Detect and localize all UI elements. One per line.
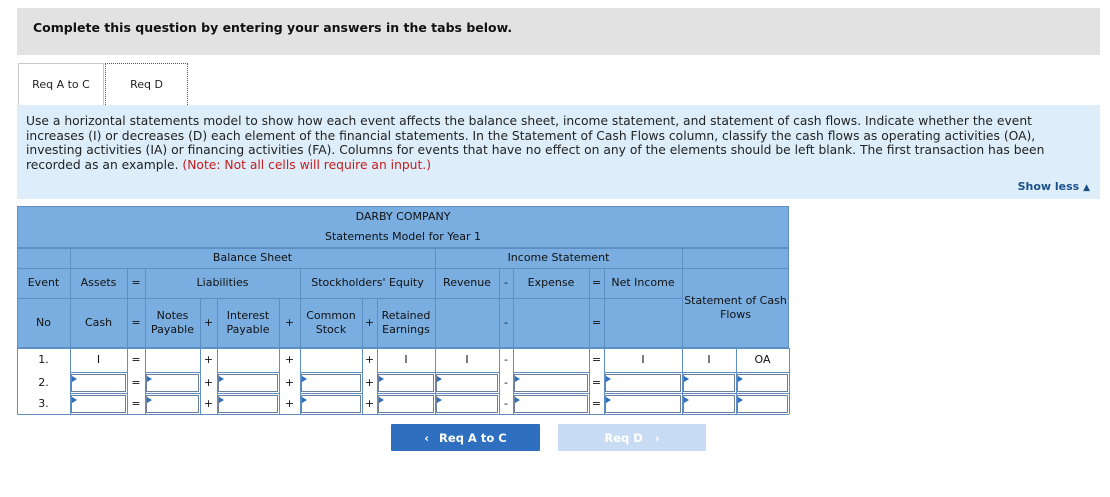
- grid-line: [217, 348, 218, 414]
- grid-line: [362, 348, 363, 414]
- plus-sign: +: [362, 348, 377, 372]
- retained-earnings-label: Retained Earnings: [381, 309, 431, 336]
- retained-input[interactable]: [378, 374, 434, 392]
- retained-cell: I: [377, 348, 435, 372]
- scf-cell: I: [682, 348, 736, 372]
- eq-sign: =: [127, 372, 145, 393]
- event-label: Event: [27, 276, 60, 289]
- statements-model: [17, 206, 789, 248]
- grid-line: [513, 348, 514, 414]
- revenue-cell: I: [435, 348, 499, 372]
- grid-line: [435, 268, 436, 348]
- cash-cell: I: [70, 348, 127, 372]
- net-income-input[interactable]: [605, 395, 681, 413]
- common-input[interactable]: [301, 395, 361, 413]
- grid-line: [127, 348, 128, 414]
- prev-button[interactable]: [391, 424, 540, 451]
- grid-line: [499, 268, 500, 348]
- cash-label: Cash: [84, 316, 113, 329]
- common-stock-label: Common Stock: [306, 309, 356, 336]
- instructions-note: (Note: Not all cells will require an input.): [182, 157, 432, 172]
- plus-sign: +: [200, 372, 217, 393]
- model-header: [17, 206, 789, 248]
- common-input[interactable]: [301, 374, 361, 392]
- plus-sign: +: [200, 393, 217, 414]
- expense-cell: [513, 348, 589, 372]
- equals-label: =: [591, 276, 602, 289]
- notes-payable-label: Notes Payable: [151, 309, 194, 336]
- minus-sign: -: [499, 348, 513, 372]
- notes-cell: [145, 348, 200, 372]
- grid-line: [435, 248, 436, 268]
- stockholders-equity-label: Stockholders' Equity: [311, 276, 424, 289]
- grid-line: [736, 348, 737, 414]
- next-button[interactable]: [558, 424, 706, 451]
- notes-input[interactable]: [146, 395, 199, 413]
- grid-line: [377, 298, 378, 348]
- grid-line: [604, 348, 605, 414]
- triangle-up-icon: ▲: [1083, 183, 1090, 193]
- eq-sign: =: [127, 393, 145, 414]
- plus-label: +: [203, 316, 214, 329]
- equals-label: =: [591, 316, 602, 329]
- scf-class-input[interactable]: [737, 374, 788, 392]
- instructions-banner: Complete this question by entering your answers in the tabs below.: [17, 8, 1100, 55]
- cash-input[interactable]: [71, 395, 126, 413]
- grid-line: [377, 348, 378, 414]
- show-less-toggle[interactable]: [1018, 180, 1090, 196]
- event-number: 2.: [17, 372, 70, 393]
- grid-line: [279, 298, 280, 348]
- grid-line: [70, 348, 71, 414]
- revenue-input[interactable]: [436, 374, 498, 392]
- plus-sign: +: [362, 393, 377, 414]
- minus-label: -: [504, 316, 508, 329]
- grid-line: [682, 248, 683, 268]
- eq-sign: =: [127, 348, 145, 372]
- scf-class-input[interactable]: [737, 395, 788, 413]
- grid-line: [300, 348, 301, 414]
- instructions-text: Use a horizontal statements model to show how each event affects the balance sheet, income statement, and statement of cash flows. Indicate whether the event increases (I) or decreases (D) each element of the financial statements. In the Statement of Cash Flows column, classify the cash flows as operating activities (OA), investing activities (IA) or financing activities (FA). Columns for events that have no effect on any of the elements should be left blank. The first transaction has been recorded as an example.: [26, 114, 1045, 172]
- grid-line: [200, 348, 201, 414]
- grid-line: [217, 298, 218, 348]
- grid-line: [17, 348, 789, 349]
- minus-sign: -: [499, 393, 513, 414]
- retained-input[interactable]: [378, 395, 434, 413]
- grid-line: [604, 268, 605, 348]
- grid-line: [279, 348, 280, 414]
- event-number: 1.: [17, 348, 70, 372]
- interest-payable-label: Interest Payable: [226, 309, 270, 336]
- assets-label: Assets: [80, 276, 117, 289]
- expense-input[interactable]: [514, 395, 588, 413]
- tab-req-d[interactable]: Req D: [105, 63, 188, 105]
- grid-line: [200, 298, 201, 348]
- net-income-cell: I: [604, 348, 682, 372]
- revenue-label: Revenue: [443, 276, 491, 289]
- statement-of-cash-flows-label: Statement of Cash Flows: [684, 294, 787, 321]
- cash-input[interactable]: [71, 374, 126, 392]
- grid-line: [70, 268, 71, 348]
- expense-input[interactable]: [514, 374, 588, 392]
- company-name: DARBY COMPANY: [355, 210, 451, 223]
- grid-line: [362, 298, 363, 348]
- income-statement-heading: Income Statement: [507, 251, 610, 264]
- eq-sign: =: [589, 348, 604, 372]
- net-income-label: Net Income: [611, 276, 675, 289]
- grid-line: [589, 348, 590, 414]
- grid-line: [789, 348, 790, 414]
- plus-label: +: [364, 316, 375, 329]
- plus-label: +: [284, 316, 295, 329]
- next-button-label: Req D: [604, 430, 643, 445]
- equals-label: =: [131, 276, 141, 289]
- minus-sign: -: [499, 372, 513, 393]
- minus-label: -: [504, 276, 508, 289]
- plus-sign: +: [279, 393, 300, 414]
- scf-class-cell: OA: [736, 348, 789, 372]
- scf-input[interactable]: [683, 395, 735, 413]
- interest-input[interactable]: [218, 395, 278, 413]
- interest-input[interactable]: [218, 374, 278, 392]
- eq-sign: =: [589, 372, 604, 393]
- grid-line: [682, 348, 683, 414]
- chevron-right-icon: ›: [654, 430, 660, 445]
- grid-line: [300, 268, 301, 348]
- chevron-left-icon: ‹: [424, 430, 430, 445]
- event-number: 3.: [17, 393, 70, 414]
- expense-label: Expense: [527, 276, 575, 289]
- no-label: No: [36, 316, 51, 329]
- grid-line: [589, 268, 590, 348]
- grid-line: [435, 348, 436, 414]
- equals-label: =: [131, 316, 141, 329]
- grid-line: [70, 248, 71, 268]
- interest-cell: [217, 348, 279, 372]
- net-income-input[interactable]: [605, 374, 681, 392]
- liabilities-label: Liabilities: [196, 276, 249, 289]
- plus-sign: +: [362, 372, 377, 393]
- prev-button-label: Req A to C: [439, 430, 507, 445]
- grid-line: [127, 268, 128, 348]
- common-cell: [300, 348, 362, 372]
- grid-line: [513, 268, 514, 348]
- plus-sign: +: [279, 348, 300, 372]
- grid-line: [17, 414, 789, 415]
- model-subtitle: Statements Model for Year 1: [324, 230, 482, 243]
- show-less-label: Show less: [1017, 180, 1080, 193]
- statements-grid: [17, 248, 789, 418]
- eq-sign: =: [589, 393, 604, 414]
- grid-line: [145, 348, 146, 414]
- tab-req-a-to-c[interactable]: Req A to C: [18, 63, 104, 105]
- grid-line: [145, 268, 146, 348]
- grid-line: [17, 348, 18, 414]
- balance-sheet-heading: Balance Sheet: [212, 251, 293, 264]
- instructions-panel: [17, 105, 1100, 199]
- plus-sign: +: [200, 348, 217, 372]
- scf-input[interactable]: [683, 374, 735, 392]
- grid-line: [499, 348, 500, 414]
- revenue-input[interactable]: [436, 395, 498, 413]
- plus-sign: +: [279, 372, 300, 393]
- grid-line: [682, 268, 683, 348]
- notes-input[interactable]: [146, 374, 199, 392]
